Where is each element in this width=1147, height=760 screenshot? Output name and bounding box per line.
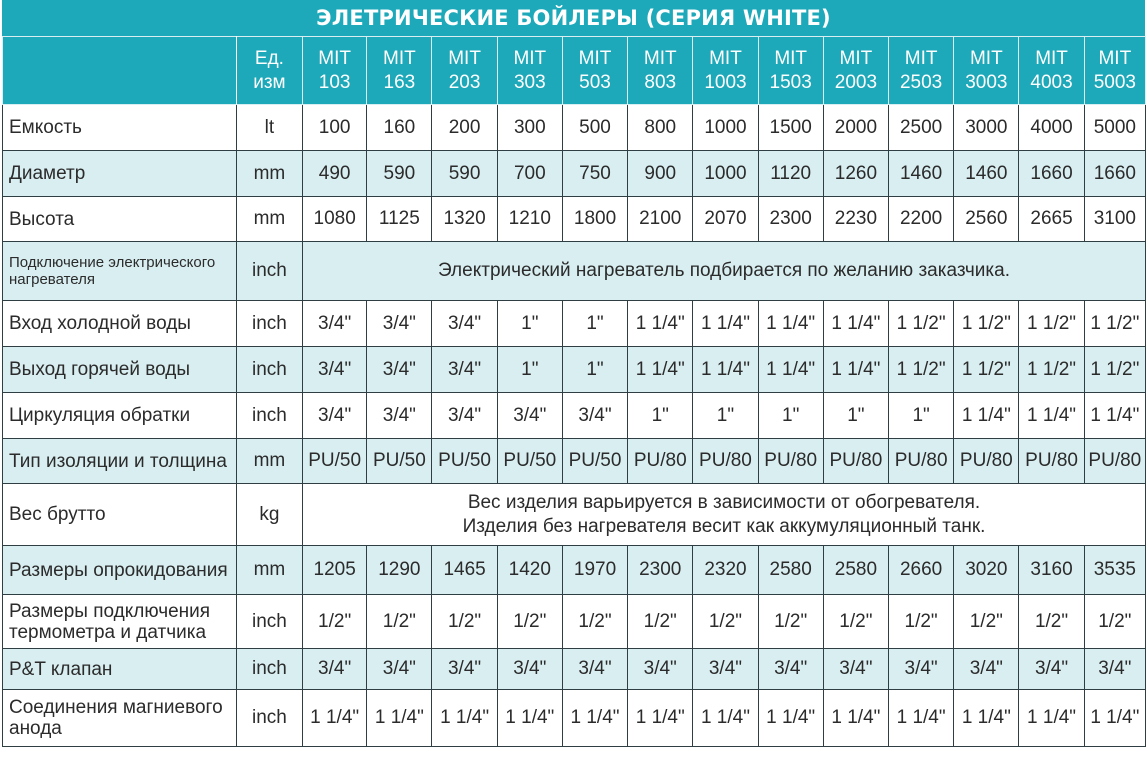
row-unit-cell: inch [236,595,302,649]
value-cell: 3100 [1084,197,1145,242]
table-row [3,393,1146,439]
value-cell: 1 1/4" [303,690,367,747]
value-cell: 1/2" [1019,595,1084,649]
model-number: 5003 [1093,71,1136,93]
value-cell: 1" [889,393,954,439]
model-prefix: MIT [318,47,351,69]
value-cell: 3/4" [954,649,1019,690]
row-label-cell: Емкость [3,105,237,151]
model-prefix: MIT [969,47,1003,69]
value-cell: 1 1/4" [1084,690,1145,747]
value-cell: 4000 [1019,105,1084,151]
row-label-cell: P&T клапан [3,649,237,690]
model-prefix: MIT [643,47,677,69]
value-cell: 3/4" [303,301,367,347]
value-cell: 1/2" [367,595,432,649]
value-cell: 1 1/4" [758,690,823,747]
row-label-cell: Диаметр [3,151,237,197]
value-cell: 1/2" [954,595,1019,649]
table-row [3,690,1146,747]
row-unit-cell: mm [236,197,302,242]
value-cell: 1 1/2" [1019,301,1084,347]
value-cell: 1" [497,347,562,393]
spec-table [2,36,1146,747]
value-cell: 3/4" [367,649,432,690]
row-label-cell: Вход холодной воды [3,301,237,347]
value-cell: 590 [367,151,432,197]
value-cell: 3000 [954,105,1019,151]
value-cell: 1" [628,393,693,439]
row-unit-cell: lt [236,105,302,151]
value-cell: 2300 [758,197,823,242]
value-cell: 1320 [432,197,497,242]
model-number: 2503 [899,71,943,93]
row-unit-cell: inch [236,649,302,690]
value-cell: 1 1/4" [497,690,562,747]
row-label-cell: Размеры подключения термометра и датчика [3,595,237,649]
value-cell: 1 1/4" [823,301,888,347]
value-cell: 1 1/4" [758,347,823,393]
value-cell: 1/2" [823,595,888,649]
value-cell: PU/80 [628,439,693,484]
value-cell: 1420 [497,546,562,595]
model-number: 163 [383,71,416,93]
value-cell: 1 1/4" [758,301,823,347]
model-prefix: MIT [904,47,938,69]
value-cell: 700 [497,151,562,197]
model-header-cell [367,37,432,105]
model-prefix: MIT [1035,47,1068,69]
merged-note-cell [303,242,1146,301]
value-cell: PU/50 [497,439,562,484]
value-cell: 800 [628,105,693,151]
row-label-cell: Выход горячей воды [3,347,237,393]
model-header-cell [562,37,627,105]
value-cell: 3535 [1084,546,1145,595]
model-header-cell [628,37,693,105]
model-number: 103 [318,71,351,93]
value-cell: 1500 [758,105,823,151]
model-prefix: MIT [1098,47,1132,69]
page-title: ЭЛЕТРИЧЕСКИЕ БОЙЛЕРЫ (СЕРИЯ WHITE) [2,0,1145,36]
note-line: Изделия без нагревателя весит как аккумуляционный танк. [462,515,986,537]
value-cell: 1/2" [1084,595,1145,649]
table-row [3,484,1146,546]
row-label-cell: Подключение электрического нагревателя [3,242,237,301]
model-header-cell [889,37,954,105]
value-cell: 3160 [1019,546,1084,595]
value-cell: 3020 [954,546,1019,595]
value-cell: 5000 [1084,105,1145,151]
value-cell: PU/80 [823,439,888,484]
model-number: 1503 [769,71,812,93]
value-cell: 3/4" [432,393,497,439]
value-cell: PU/80 [758,439,823,484]
model-prefix: MIT [383,47,416,69]
value-cell: 1 1/4" [823,347,888,393]
model-number: 303 [513,71,546,93]
value-cell: PU/50 [432,439,497,484]
value-cell: 1/2" [497,595,562,649]
model-header-cell [497,37,562,105]
value-cell: 1970 [562,546,627,595]
row-label-cell: Размеры опрокидования [3,546,237,595]
value-cell: 1 1/4" [693,301,758,347]
value-cell: 1 1/4" [889,690,954,747]
value-cell: 100 [303,105,367,151]
value-cell: 3/4" [367,393,432,439]
value-cell: 1 1/4" [823,690,888,747]
value-cell: 900 [628,151,693,197]
row-unit-cell: mm [236,151,302,197]
value-cell: 3/4" [628,649,693,690]
value-cell: 2580 [758,546,823,595]
value-cell: 1/2" [303,595,367,649]
row-label-cell: Циркуляция обратки [3,393,237,439]
row-label-cell: Тип изоляции и толщина [3,439,237,484]
note-line: Электрический нагреватель подбирается по желанию заказчика. [438,260,1010,281]
value-cell: 3/4" [303,393,367,439]
value-cell: PU/50 [562,439,627,484]
value-cell: 2200 [889,197,954,242]
row-unit-cell: mm [236,546,302,595]
model-number: 1003 [704,71,747,93]
value-cell: 1 1/4" [693,347,758,393]
value-cell: 300 [497,105,562,151]
value-cell: 2665 [1019,197,1084,242]
value-cell: PU/50 [367,439,432,484]
value-cell: 3/4" [562,649,627,690]
header-unit-line2: изм [253,71,286,93]
table-header-row [3,37,1146,105]
value-cell: 1 1/4" [432,690,497,747]
value-cell: 3/4" [562,393,627,439]
value-cell: 3/4" [432,347,497,393]
value-cell: 1/2" [758,595,823,649]
model-header-cell [693,37,758,105]
model-prefix: MIT [839,47,873,69]
value-cell: 1 1/4" [628,690,693,747]
value-cell: 1 1/2" [954,347,1019,393]
value-cell: 1 1/4" [628,347,693,393]
value-cell: 1/2" [562,595,627,649]
model-header-cell [758,37,823,105]
header-param-cell [3,37,237,105]
note-line: Вес изделия варьируется в зависимости от обогревателя. [467,491,981,513]
model-number: 203 [448,71,481,93]
value-cell: 1460 [954,151,1019,197]
value-cell: 1 1/2" [889,301,954,347]
value-cell: 1 1/4" [367,690,432,747]
value-cell: 1120 [758,151,823,197]
value-cell: 1465 [432,546,497,595]
value-cell: 1 1/2" [1019,347,1084,393]
table-row [3,242,1146,301]
value-cell: 590 [432,151,497,197]
model-prefix: MIT [578,47,612,69]
value-cell: 2560 [954,197,1019,242]
value-cell: 3/4" [497,649,562,690]
value-cell: 1/2" [628,595,693,649]
value-cell: 2300 [628,546,693,595]
value-cell: 1/2" [693,595,758,649]
model-header-cell [303,37,367,105]
model-prefix: MIT [774,47,808,69]
value-cell: PU/80 [693,439,758,484]
model-prefix: MIT [513,47,547,69]
row-unit-cell: kg [236,484,302,546]
row-unit-cell: inch [236,242,302,301]
value-cell: 2320 [693,546,758,595]
value-cell: 1 1/4" [562,690,627,747]
value-cell: 1" [823,393,888,439]
table-row [3,105,1146,151]
value-cell: 1 1/2" [889,347,954,393]
row-label-cell: Вес брутто [3,484,237,546]
value-cell: 1 1/4" [693,690,758,747]
value-cell: 3/4" [823,649,888,690]
model-number: 803 [644,71,677,93]
table-row [3,546,1146,595]
value-cell: 3/4" [497,393,562,439]
value-cell: 1 1/2" [954,301,1019,347]
value-cell: 2100 [628,197,693,242]
value-cell: 1210 [497,197,562,242]
value-cell: 1290 [367,546,432,595]
model-header-cell [823,37,888,105]
value-cell: 500 [562,105,627,151]
value-cell: 160 [367,105,432,151]
row-unit-cell: inch [236,301,302,347]
model-number: 3003 [965,71,1008,93]
value-cell: 1" [758,393,823,439]
value-cell: 3/4" [432,301,497,347]
value-cell: 3/4" [889,649,954,690]
model-header-cell [1084,37,1145,105]
value-cell: PU/50 [303,439,367,484]
value-cell: 490 [303,151,367,197]
value-cell: 1" [497,301,562,347]
merged-note-cell [303,484,1146,546]
value-cell: 1 1/4" [628,301,693,347]
value-cell: 1 1/4" [1019,393,1084,439]
value-cell: 3/4" [303,347,367,393]
value-cell: 2660 [889,546,954,595]
row-unit-cell: inch [236,393,302,439]
model-number: 4003 [1030,71,1073,93]
value-cell: 3/4" [367,347,432,393]
model-prefix: MIT [709,47,742,69]
value-cell: 1" [693,393,758,439]
table-row [3,649,1146,690]
value-cell: 1 1/2" [1084,301,1145,347]
value-cell: 1000 [693,105,758,151]
model-header-cell [1019,37,1084,105]
table-row [3,301,1146,347]
value-cell: 1205 [303,546,367,595]
value-cell: PU/80 [889,439,954,484]
table-row [3,439,1146,484]
value-cell: 2580 [823,546,888,595]
value-cell: 1 1/4" [1084,393,1145,439]
model-header-cell [432,37,497,105]
value-cell: 1460 [889,151,954,197]
table-row [3,347,1146,393]
value-cell: 3/4" [303,649,367,690]
header-unit-line1: Ед. [254,47,284,69]
value-cell: 3/4" [1019,649,1084,690]
model-prefix: MIT [448,47,481,69]
value-cell: PU/80 [1084,439,1145,484]
value-cell: 2070 [693,197,758,242]
model-header-cell [954,37,1019,105]
model-number: 2003 [834,71,878,93]
value-cell: 1660 [1084,151,1145,197]
row-unit-cell: mm [236,439,302,484]
value-cell: 3/4" [432,649,497,690]
value-cell: 2500 [889,105,954,151]
table-row [3,197,1146,242]
value-cell: 1080 [303,197,367,242]
value-cell: 200 [432,105,497,151]
value-cell: 2000 [823,105,888,151]
model-number: 503 [579,71,611,93]
value-cell: 750 [562,151,627,197]
value-cell: 1 1/4" [1019,690,1084,747]
value-cell: 1260 [823,151,888,197]
value-cell: 3/4" [758,649,823,690]
value-cell: 1" [562,301,627,347]
value-cell: 3/4" [1084,649,1145,690]
table-row [3,151,1146,197]
value-cell: 3/4" [367,301,432,347]
row-unit-cell: inch [236,347,302,393]
value-cell: 1" [562,347,627,393]
value-cell: 1125 [367,197,432,242]
header-unit-cell [236,37,302,105]
value-cell: 3/4" [693,649,758,690]
value-cell: 1/2" [889,595,954,649]
value-cell: 1 1/4" [954,690,1019,747]
value-cell: PU/80 [1019,439,1084,484]
value-cell: 2230 [823,197,888,242]
value-cell: 1000 [693,151,758,197]
value-cell: 1 1/2" [1084,347,1145,393]
value-cell: 1660 [1019,151,1084,197]
value-cell: PU/80 [954,439,1019,484]
value-cell: 1/2" [432,595,497,649]
row-label-cell: Соединения магниевого анода [3,690,237,747]
row-label-cell: Высота [3,197,237,242]
row-unit-cell: inch [236,690,302,747]
table-row [3,595,1146,649]
value-cell: 1 1/4" [954,393,1019,439]
value-cell: 1800 [562,197,627,242]
